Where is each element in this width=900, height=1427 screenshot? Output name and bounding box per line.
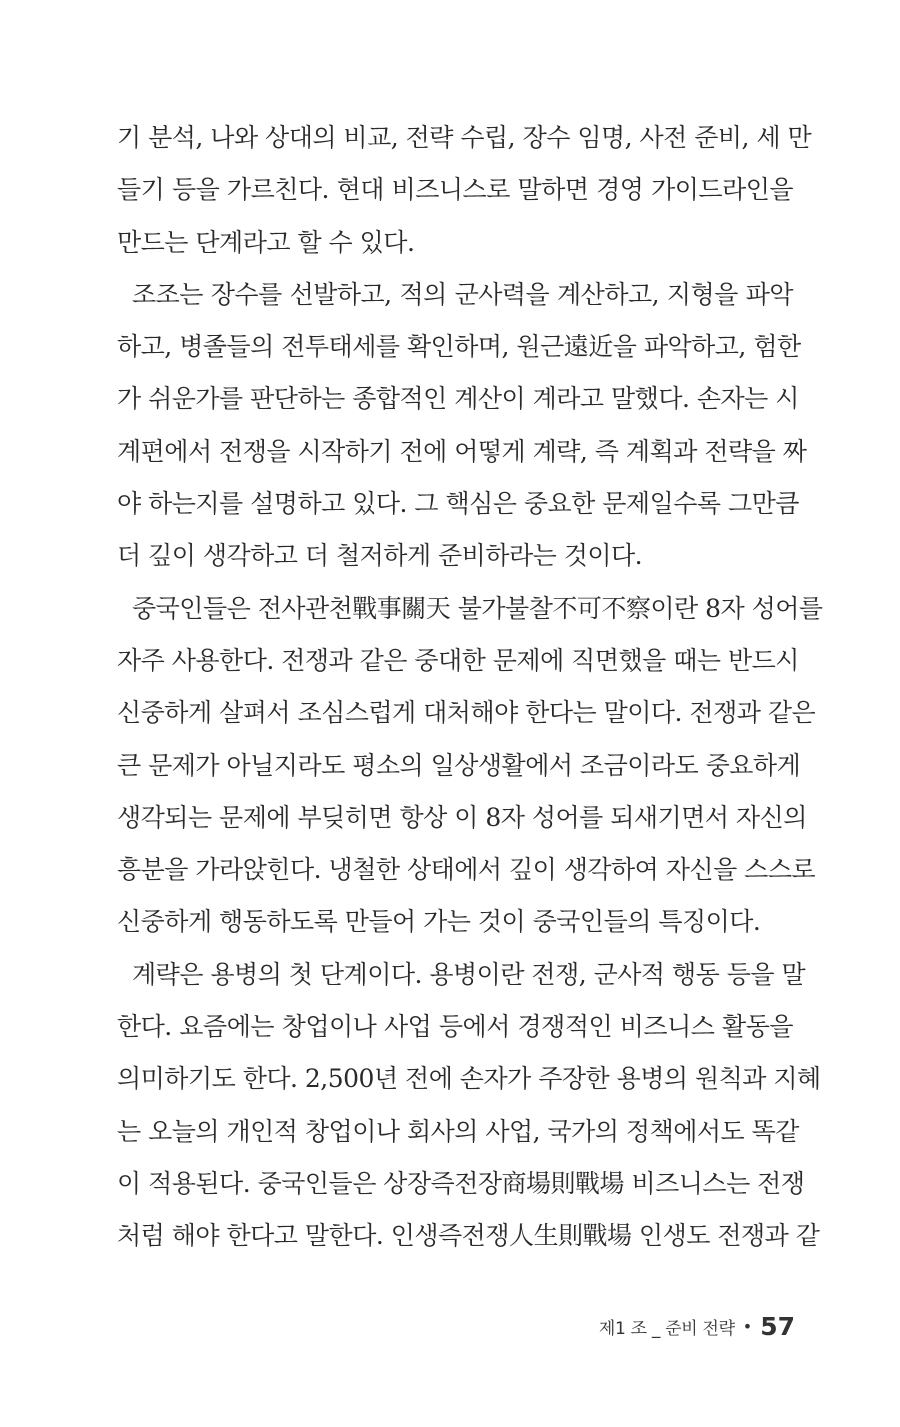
text-line: 생각되는 문제에 부딪히면 항상 이 8자 성어를 되새기면서 자신의 [117, 802, 807, 832]
text-line: 이 적용된다. 중국인들은 상장즉전장商場則戰場 비즈니스는 전쟁 [117, 1168, 805, 1198]
text-line: 가 쉬운가를 판단하는 종합적인 계산이 계라고 말했다. 손자는 시 [117, 384, 799, 414]
text-line: 는 오늘의 개인적 창업이나 회사의 사업, 국가의 정책에서도 똑같 [117, 1116, 799, 1146]
text-line: 처럼 해야 한다고 말한다. 인생즉전쟁人生則戰場 인생도 전쟁과 같 [117, 1221, 820, 1251]
text-line: 한다. 요즘에는 창업이나 사업 등에서 경쟁적인 비즈니스 활동을 [117, 1012, 793, 1042]
footer-bullet: • [742, 1317, 753, 1336]
text-line: 들기 등을 가르친다. 현대 비즈니스로 말하면 경영 가이드라인을 [117, 175, 793, 205]
text-line: 의미하기도 한다. 2,500년 전에 손자가 주장한 용병의 원칙과 지혜 [117, 1064, 821, 1094]
text-line: 큰 문제가 아닐지라도 평소의 일상생활에서 조금이라도 중요하게 [117, 750, 801, 780]
page-footer [599, 1312, 795, 1341]
text-line: 계략은 용병의 첫 단계이다. 용병이란 전쟁, 군사적 행동 등을 말 [132, 959, 806, 989]
text-line: 자주 사용한다. 전쟁과 같은 중대한 문제에 직면했을 때는 반드시 [117, 645, 799, 675]
text-line: 야 하는지를 설명하고 있다. 그 핵심은 중요한 문제일수록 그만큼 [117, 489, 799, 519]
text-line: 신중하게 살펴서 조심스럽게 대처해야 한다는 말이다. 전쟁과 같은 [117, 698, 816, 728]
text-line: 더 깊이 생각하고 더 철저하게 준비하라는 것이다. [117, 541, 643, 571]
chapter-title: 제1 조 _ 준비 전략 [598, 1319, 735, 1339]
text-line: 계편에서 전쟁을 시작하기 전에 어떻게 계략, 즉 계획과 전략을 짜 [117, 436, 807, 466]
text-line: 흥분을 가라앉힌다. 냉철한 상태에서 깊이 생각하여 자신을 스스로 [117, 855, 816, 885]
page-number: 57 [760, 1312, 795, 1341]
text-line: 기 분석, 나와 상대의 비교, 전략 수립, 장수 임명, 사전 준비, 세 만 [117, 123, 812, 152]
text-line: 만드는 단계라고 할 수 있다. [117, 227, 415, 257]
text-line: 하고, 병졸들의 전투태세를 확인하며, 원근遠近을 파악하고, 험한 [117, 332, 801, 362]
body-text [117, 112, 823, 1263]
text-line: 신중하게 행동하도록 만들어 가는 것이 중국인들의 특징이다. [117, 907, 761, 937]
text-line: 조조는 장수를 선발하고, 적의 군사력을 계산하고, 지형을 파악 [132, 279, 793, 309]
text-line: 중국인들은 전사관천戰事關天 불가불찰不可不察이란 8자 성어를 [132, 593, 823, 623]
